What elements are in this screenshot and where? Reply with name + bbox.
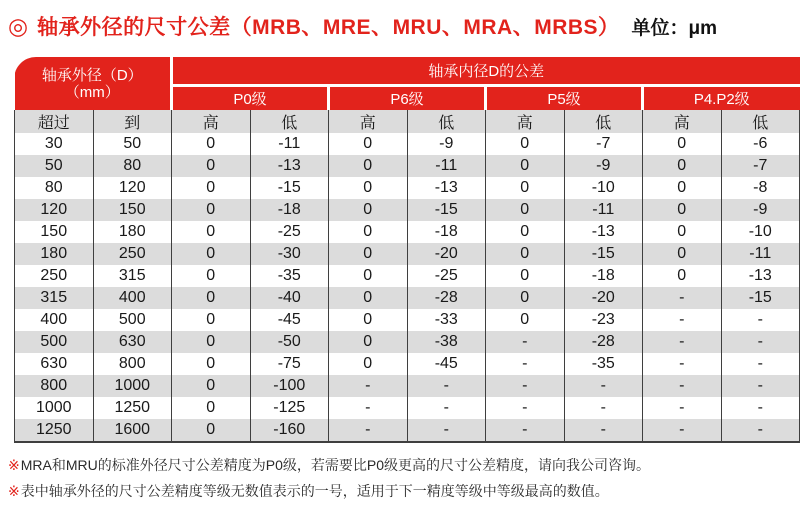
grade-header-p6: P6级: [329, 85, 486, 110]
cell-value: -18: [250, 199, 329, 221]
cell-value: -: [721, 397, 800, 419]
table-row: [15, 419, 800, 441]
col-high-header: 高: [172, 110, 251, 133]
cell-value: 0: [486, 177, 565, 199]
cell-value: 0: [329, 221, 408, 243]
cell-value: -10: [721, 221, 800, 243]
cell-value: 0: [329, 265, 408, 287]
cell-to: 50: [93, 133, 172, 155]
cell-value: 0: [172, 287, 251, 309]
cell-value: 0: [329, 331, 408, 353]
cell-value: -: [486, 419, 565, 441]
cell-value: -125: [250, 397, 329, 419]
cell-value: -18: [564, 265, 643, 287]
cell-to: 1250: [93, 397, 172, 419]
col-high-header: 高: [486, 110, 565, 133]
cell-value: -20: [407, 243, 486, 265]
cell-value: 0: [329, 133, 408, 155]
table-header: [15, 57, 800, 133]
col-low-header: 低: [250, 110, 329, 133]
cell-value: -75: [250, 353, 329, 375]
col-high-header: 高: [643, 110, 722, 133]
cell-value: -: [564, 375, 643, 397]
cell-value: -: [643, 353, 722, 375]
footnote-text: MRA和MRU的标准外径尺寸公差精度为P0级，若需要比P0级更高的尺寸公差精度，请向我公司咨询。: [20, 457, 650, 473]
cell-value: -7: [564, 133, 643, 155]
cell-over: 315: [15, 287, 94, 309]
double-circle-icon: ◎: [8, 12, 29, 39]
cell-over: 150: [15, 221, 94, 243]
cell-value: -: [329, 375, 408, 397]
cell-over: 500: [15, 331, 94, 353]
cell-value: -11: [721, 243, 800, 265]
table-row: [15, 177, 800, 199]
table-row: [15, 155, 800, 177]
cell-value: -45: [250, 309, 329, 331]
cell-value: -11: [250, 133, 329, 155]
title-text: 轴承外径的尺寸公差（MRB、MRE、MRU、MRA、MRBS）: [37, 16, 620, 39]
cell-value: -50: [250, 331, 329, 353]
cell-value: -35: [564, 353, 643, 375]
cell-to: 315: [93, 265, 172, 287]
cell-value: -6: [721, 133, 800, 155]
cell-value: -9: [721, 199, 800, 221]
cell-value: -45: [407, 353, 486, 375]
cell-value: 0: [329, 243, 408, 265]
footnote: [8, 452, 796, 478]
reference-mark-icon: ※: [8, 457, 20, 473]
cell-value: -: [643, 419, 722, 441]
cell-value: -: [407, 375, 486, 397]
cell-to: 120: [93, 177, 172, 199]
cell-value: -25: [250, 221, 329, 243]
cell-value: -100: [250, 375, 329, 397]
cell-over: 180: [15, 243, 94, 265]
cell-over: 50: [15, 155, 94, 177]
cell-to: 800: [93, 353, 172, 375]
cell-over: 120: [15, 199, 94, 221]
cell-value: 0: [486, 287, 565, 309]
cell-value: 0: [486, 265, 565, 287]
cell-value: 0: [486, 133, 565, 155]
cell-value: 0: [486, 243, 565, 265]
cell-over: 1000: [15, 397, 94, 419]
cell-value: 0: [329, 309, 408, 331]
cell-value: 0: [172, 133, 251, 155]
header-row-columns: [15, 110, 800, 133]
cell-value: -15: [407, 199, 486, 221]
footnote-text: 表中轴承外径的尺寸公差精度等级无数值表示的一号，适用于下一精度等级中等级最高的数值。: [20, 483, 609, 499]
cell-over: 80: [15, 177, 94, 199]
cell-value: 0: [643, 265, 722, 287]
cell-to: 400: [93, 287, 172, 309]
table-row: [15, 397, 800, 419]
cell-value: -13: [407, 177, 486, 199]
tolerance-header: 轴承内径D的公差: [172, 57, 800, 85]
cell-value: -20: [564, 287, 643, 309]
cell-value: 0: [172, 221, 251, 243]
cell-value: 0: [172, 419, 251, 441]
cell-value: 0: [643, 221, 722, 243]
cell-value: -160: [250, 419, 329, 441]
cell-value: 0: [643, 199, 722, 221]
cell-value: -15: [250, 177, 329, 199]
cell-value: -: [643, 397, 722, 419]
cell-value: 0: [329, 177, 408, 199]
cell-value: -: [564, 397, 643, 419]
cell-value: -11: [564, 199, 643, 221]
cell-value: 0: [486, 309, 565, 331]
cell-value: 0: [172, 177, 251, 199]
cell-value: 0: [172, 375, 251, 397]
table-row: [15, 331, 800, 353]
cell-value: -28: [407, 287, 486, 309]
table-row: [15, 243, 800, 265]
cell-value: 0: [172, 353, 251, 375]
cell-value: 0: [329, 287, 408, 309]
cell-value: 0: [643, 155, 722, 177]
footnotes: [8, 452, 796, 504]
cell-value: 0: [486, 155, 565, 177]
unit-label: 单位：μm: [631, 17, 718, 39]
outer-diameter-header: [15, 57, 172, 110]
col-over-header: 超过: [15, 110, 94, 133]
outer-diameter-line1: 轴承外径（D）: [41, 66, 143, 84]
cell-value: -: [486, 331, 565, 353]
cell-value: -: [407, 419, 486, 441]
cell-value: 0: [329, 199, 408, 221]
cell-value: -: [329, 397, 408, 419]
table-row: [15, 221, 800, 243]
table-row: [15, 265, 800, 287]
table-row: [15, 199, 800, 221]
footnote: [8, 478, 796, 504]
grade-header-p0: P0级: [172, 85, 329, 110]
col-low-header: 低: [407, 110, 486, 133]
grade-header-p5: P5级: [486, 85, 643, 110]
table-body: [15, 133, 800, 441]
cell-over: 800: [15, 375, 94, 397]
cell-value: 0: [172, 243, 251, 265]
cell-value: 0: [172, 309, 251, 331]
cell-value: -9: [407, 133, 486, 155]
cell-value: -: [721, 375, 800, 397]
cell-value: 0: [486, 221, 565, 243]
col-low-header: 低: [564, 110, 643, 133]
cell-value: 0: [172, 397, 251, 419]
cell-value: -38: [407, 331, 486, 353]
cell-value: -: [407, 397, 486, 419]
grade-header-p4p2: P4.P2级: [643, 85, 800, 110]
cell-value: -: [643, 375, 722, 397]
cell-to: 1600: [93, 419, 172, 441]
cell-value: -: [643, 309, 722, 331]
cell-value: -13: [564, 221, 643, 243]
cell-value: -15: [564, 243, 643, 265]
col-high-header: 高: [329, 110, 408, 133]
cell-value: -8: [721, 177, 800, 199]
table-row: [15, 375, 800, 397]
cell-value: -33: [407, 309, 486, 331]
outer-diameter-line2: （mm）: [64, 83, 120, 101]
cell-value: 0: [329, 155, 408, 177]
cell-over: 1250: [15, 419, 94, 441]
cell-value: -18: [407, 221, 486, 243]
col-low-header: 低: [721, 110, 800, 133]
cell-value: 0: [643, 133, 722, 155]
cell-to: 80: [93, 155, 172, 177]
cell-value: -30: [250, 243, 329, 265]
cell-value: 0: [172, 199, 251, 221]
cell-over: 630: [15, 353, 94, 375]
cell-value: -25: [407, 265, 486, 287]
col-to-header: 到: [93, 110, 172, 133]
cell-value: -11: [407, 155, 486, 177]
cell-value: -: [564, 419, 643, 441]
cell-value: -7: [721, 155, 800, 177]
cell-value: 0: [172, 155, 251, 177]
cell-to: 150: [93, 199, 172, 221]
cell-value: -23: [564, 309, 643, 331]
cell-value: 0: [643, 177, 722, 199]
cell-value: -: [721, 309, 800, 331]
cell-value: -: [721, 353, 800, 375]
cell-to: 250: [93, 243, 172, 265]
cell-value: -: [643, 287, 722, 309]
cell-to: 1000: [93, 375, 172, 397]
cell-to: 500: [93, 309, 172, 331]
cell-value: -10: [564, 177, 643, 199]
cell-over: 250: [15, 265, 94, 287]
cell-value: -: [329, 419, 408, 441]
page-title: [8, 11, 796, 41]
cell-value: -: [486, 397, 565, 419]
table-row: [15, 353, 800, 375]
cell-value: -13: [721, 265, 800, 287]
cell-value: -13: [250, 155, 329, 177]
cell-value: 0: [172, 265, 251, 287]
header-row-top: [15, 57, 800, 85]
cell-value: -9: [564, 155, 643, 177]
table-row: [15, 133, 800, 155]
table-row: [15, 309, 800, 331]
cell-value: -: [486, 353, 565, 375]
cell-value: -15: [721, 287, 800, 309]
cell-over: 30: [15, 133, 94, 155]
cell-value: 0: [329, 353, 408, 375]
cell-value: -: [721, 331, 800, 353]
cell-value: 0: [643, 243, 722, 265]
table-row: [15, 287, 800, 309]
cell-value: 0: [486, 199, 565, 221]
cell-value: -35: [250, 265, 329, 287]
cell-to: 630: [93, 331, 172, 353]
tolerance-table-grid: [14, 57, 800, 441]
tolerance-table: [14, 57, 800, 443]
cell-value: -28: [564, 331, 643, 353]
cell-value: -: [643, 331, 722, 353]
cell-value: 0: [172, 331, 251, 353]
cell-value: -: [486, 375, 565, 397]
cell-over: 400: [15, 309, 94, 331]
cell-value: -40: [250, 287, 329, 309]
cell-value: -: [721, 419, 800, 441]
reference-mark-icon: ※: [8, 483, 20, 499]
cell-to: 180: [93, 221, 172, 243]
